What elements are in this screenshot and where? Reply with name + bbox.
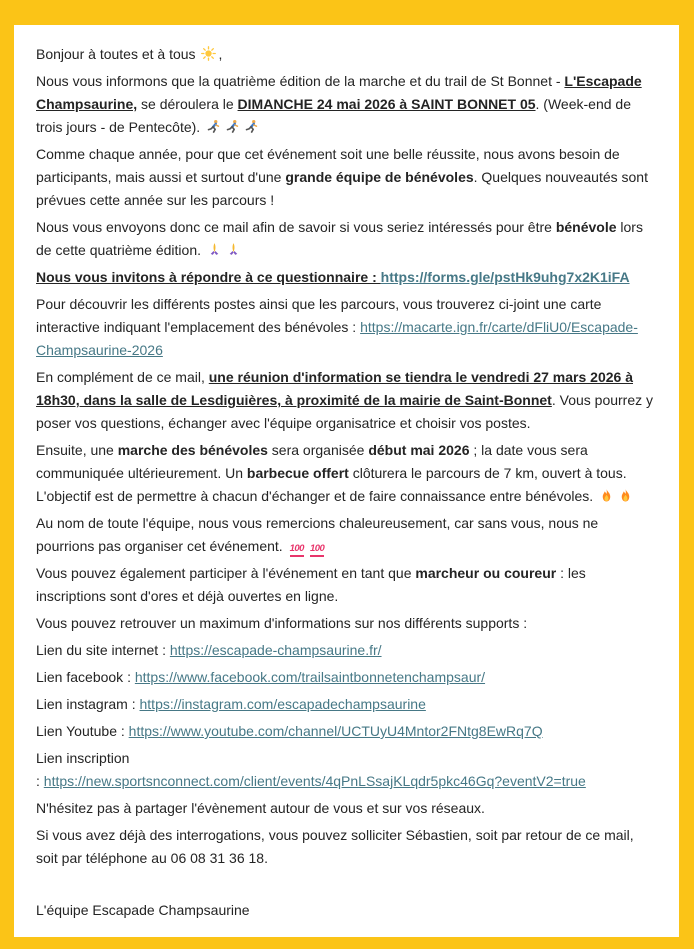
paragraph-participate	[36, 562, 657, 608]
text-run: :	[36, 773, 44, 789]
event-name: L'Escapade Champsaurine,	[36, 73, 642, 112]
text-run: lors de cette quatrième édition.	[36, 219, 643, 258]
text-run: Nous vous envoyons donc ce mail afin de savoir si vous seriez intéressés pour être	[36, 219, 556, 235]
paragraph-website-link	[36, 639, 657, 662]
text-run: Si vous avez déjà des interrogations, vous pouvez solliciter Sébastien, soit par retour de ce mail, soit par téléphone au 06 08 31 36 18.	[36, 827, 634, 866]
text-run: ; la date vous sera communiquée ultérieurement. Un	[36, 442, 588, 481]
website-label: Lien du site internet :	[36, 642, 170, 658]
text-run: : les inscriptions sont d'ores et déjà ouvertes en ligne.	[36, 565, 586, 604]
signature	[36, 899, 657, 922]
text-run: En complément de ce mail,	[36, 369, 209, 385]
youtube-link[interactable]: https://www.youtube.com/channel/UCTUyU4Mntor2FNtg8EwRq7Q	[128, 723, 543, 739]
text-run-bold: marcheur ou coureur	[415, 565, 557, 581]
paragraph-instagram-link	[36, 693, 657, 716]
email-body	[14, 25, 679, 937]
instagram-link[interactable]: https://instagram.com/escapadechampsaurine	[139, 696, 426, 712]
hundred-emoji: 100	[310, 544, 324, 557]
inscription-link[interactable]: https://new.sportsnconnect.com/client/events/4qPnLSsajKLqdr5pkc46Gq?eventV2=true	[43, 773, 586, 789]
paragraph-youtube-link	[36, 720, 657, 743]
text-run: . (Week-end de trois jours - de Pentecôte).	[36, 96, 631, 135]
fire-emoji	[599, 487, 614, 502]
text-run: Bonjour à toutes et à tous	[36, 46, 200, 62]
youtube-label: Lien Youtube :	[36, 723, 129, 739]
facebook-link[interactable]: https://www.facebook.com/trailsaintbonnetenchampsaur/	[134, 669, 486, 685]
inscription-label: Lien inscription	[36, 750, 130, 766]
questionnaire-link[interactable]: https://forms.gle/pstHk9uhg7x2K1iFA	[380, 269, 630, 285]
text-run-bold: grande équipe de bénévoles	[285, 169, 474, 185]
text-run: se déroulera le	[137, 96, 238, 112]
paragraph-thanks	[36, 512, 657, 558]
hundred-emoji: 100	[290, 544, 304, 557]
meeting-details: une réunion d'information se tiendra le vendredi 27 mars 2026 à 18h30, dans la salle de Lesdiguières, à proximité de la mairie de Saint-Bonnet	[36, 369, 633, 408]
paragraph-event-announcement	[36, 70, 657, 139]
runner-emoji	[244, 118, 259, 133]
paragraph-meeting	[36, 366, 657, 435]
website-link[interactable]: https://escapade-champsaurine.fr/	[169, 642, 382, 658]
runner-emoji	[225, 118, 240, 133]
text-run: Au nom de toute l'équipe, nous vous remercions chaleureusement, car sans vous, nous ne pourrions pas organiser cet événement.	[36, 515, 599, 554]
paragraph-facebook-link	[36, 666, 657, 689]
text-run: . Quelques nouveautés sont prévues cette année sur les parcours !	[36, 169, 648, 208]
instagram-label: Lien instagram :	[36, 696, 140, 712]
paragraph-need-volunteers	[36, 143, 657, 212]
paragraph-share	[36, 797, 657, 820]
text-run: N'hésitez pas à partager l'évènement autour de vous et sur vos réseaux.	[36, 800, 485, 816]
map-link[interactable]: https://macarte.ign.fr/carte/dFliU0/Escapade-Champsaurine-2026	[36, 319, 638, 358]
text-run: sera organisée	[267, 442, 369, 458]
paragraph-questionnaire	[36, 266, 657, 289]
sun-emoji	[201, 45, 216, 60]
fire-emoji	[618, 487, 633, 502]
praying-hands-emoji	[226, 241, 241, 256]
paragraph-mail-purpose	[36, 216, 657, 262]
text-run-bold: début mai 2026	[368, 442, 470, 458]
paragraph-map	[36, 293, 657, 362]
text-run: Vous pouvez retrouver un maximum d'informations sur nos différents supports :	[36, 615, 528, 631]
text-run: clôturera le parcours de 7 km, ouvert à tous. L'objectif est de permettre à chacun d'échanger et de faire connaissance entre bénévoles.	[36, 465, 627, 504]
text-run: L'équipe Escapade Champsaurine	[36, 902, 250, 918]
text-run: Pour découvrir les différents postes ainsi que les parcours, vous trouverez ci-joint une carte interactive indiquant l'emplacement des bénévoles :	[36, 296, 602, 335]
paragraph-inscription-link	[36, 747, 657, 793]
text-run-bold: marche des bénévoles	[117, 442, 268, 458]
facebook-label: Lien facebook :	[36, 669, 135, 685]
paragraph-greeting	[36, 43, 657, 66]
text-run: Nous vous informons que la quatrième édition de la marche et du trail de St Bonnet -	[36, 73, 565, 89]
praying-hands-emoji	[207, 241, 222, 256]
paragraph-volunteers-walk	[36, 439, 657, 508]
paragraph-contact	[36, 824, 657, 870]
runner-emoji	[206, 118, 221, 133]
paragraph-info-supports	[36, 612, 657, 635]
text-run: Comme chaque année, pour que cet événement soit une belle réussite, nous avons besoin de participants, mais aussi et surtout d'une	[36, 146, 620, 185]
event-date: DIMANCHE 24 mai 2026 à SAINT BONNET 05	[237, 96, 536, 112]
text-run-bold: bénévole	[555, 219, 617, 235]
text-run: Ensuite, une	[36, 442, 118, 458]
questionnaire-label: Nous vous invitons à répondre à ce questionnaire :	[36, 269, 381, 285]
text-run: Vous pouvez également participer à l'événement en tant que	[36, 565, 416, 581]
text-run-bold: barbecue offert	[246, 465, 349, 481]
text-run: . Vous pourrez y poser vos questions, échanger avec l'équipe organisatrice et choisir vos postes.	[36, 392, 654, 431]
text-run: ,	[218, 46, 223, 62]
